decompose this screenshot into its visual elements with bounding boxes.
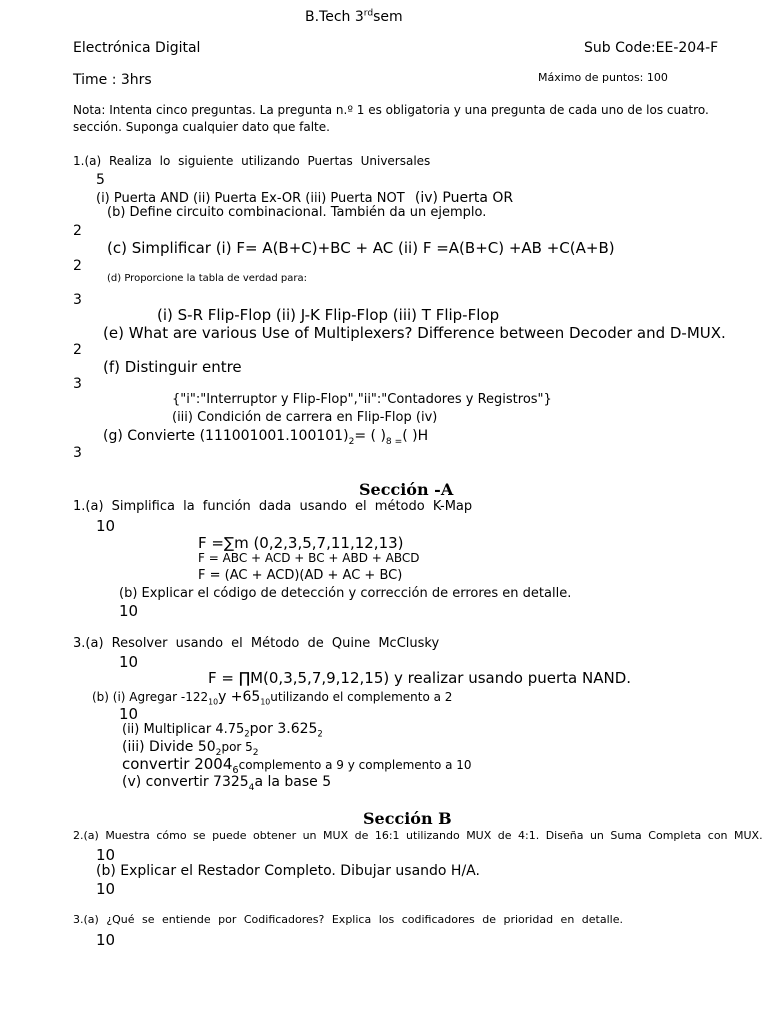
q1e-marks: 2 xyxy=(73,342,82,358)
q1b-marks: 2 xyxy=(73,223,82,239)
q1d-marks: 3 xyxy=(73,292,82,308)
q1c-text: (c) Simplificar (i) F= A(B+C)+BC + AC (ii) F =A(B+C) +AB +C(A+B) xyxy=(107,239,615,257)
q1d-text: (d) Proporcione la tabla de verdad para: xyxy=(107,273,307,284)
q1g-text: (g) Convierte $(111001001.100101)_2=$ ( )$_{8 =}$( )H xyxy=(103,428,429,447)
exam-time: Time : 3hrs xyxy=(73,72,152,88)
q1f-items: {"i":"Interruptor y Flip-Flop","ii":"Contadores y Registros"} xyxy=(172,392,552,407)
sa-q3b-iv: convertir $2004_6complemento$ a 9 y complemento a 10 xyxy=(122,755,472,776)
sb-q2b-marks: 10 xyxy=(96,880,116,898)
q1f-items-2: (iii) Condición de carrera en Flip-Flop (iv) xyxy=(172,410,438,425)
sa-q1a-text: 1.(a) Simplifica la función dada usando el método K-Map xyxy=(73,499,473,514)
q1f-marks: 3 xyxy=(73,376,82,392)
sa-q1a-marks: 10 xyxy=(96,517,116,535)
formula-sum-minterms: F =∑m (0,2,3,5,7,11,12,13) xyxy=(198,534,404,552)
sa-q3b-v: (v) convertir $7325_4a$ la base 5 xyxy=(122,774,332,793)
formula-sop: F = ABC + ACD + BC + ABD + ABCD xyxy=(198,551,420,565)
section-a-title: Sección -A xyxy=(359,480,454,499)
q1b-text: (b) Define circuito combinacional. También da un ejemplo. xyxy=(107,205,487,220)
sa-q3b-iii: (iii) Divide $50_2por$ $5_2$ xyxy=(122,739,259,758)
sb-q2a-marks: 10 xyxy=(96,846,116,864)
q1e-text: (e) What are various Use of Multiplexers? Difference between Decoder and D-MUX. xyxy=(103,324,726,342)
q1d-items: (i) S-R Flip-Flop (ii) J-K Flip-Flop (iii) T Flip-Flop xyxy=(157,306,500,324)
q1a-marks: 5 xyxy=(96,172,105,188)
sa-q3a-text: 3.(a) Resolver usando el Método de Quine McClusky xyxy=(73,636,440,651)
q1g-marks: 3 xyxy=(73,445,82,461)
formula-product-maxterms: F = ∏M(0,3,5,7,9,12,15) y realizar usando puerta NAND. xyxy=(208,669,632,687)
q1a-text: 1.(a) Realiza lo siguiente utilizando Puertas Universales xyxy=(73,154,431,168)
sa-q3b-i: (b) (i) Agregar $-122_{10}y$ $+65_{10}utilizando$ el complemento a 2 xyxy=(92,689,453,707)
exam-note: Nota: Intenta cinco preguntas. La pregunta n.º 1 es obligatoria y una pregunta de cada uno de los cuatro. xyxy=(73,103,709,117)
sb-q3a-text: 3.(a) ¿Qué se entiende por Codificadores? Explica los codificadores de prioridad en detalle. xyxy=(73,913,623,926)
sb-q2a-text: 2.(a) Muestra cómo se puede obtener un MUX de 16:1 utilizando MUX de 4:1. Diseña un Suma Completa con MUX. xyxy=(73,829,763,842)
sb-q3a-marks: 10 xyxy=(96,931,116,949)
q1c-marks: 2 xyxy=(73,258,82,274)
section-b-title: Sección B xyxy=(363,809,452,828)
sa-q1b-text: (b) Explicar el código de detección y corrección de errores en detalle. xyxy=(119,586,572,601)
q1a-items: (i) Puerta AND (ii) Puerta Ex-OR (iii) Puerta NOT (iv) Puerta OR xyxy=(96,190,514,206)
exam-note-cont: sección. Suponga cualquier dato que falte. xyxy=(73,120,330,134)
formula-pos: F = (AC + ACD)(AD + AC + BC) xyxy=(198,568,403,583)
sb-q2b-text: (b) Explicar el Restador Completo. Dibujar usando H/A. xyxy=(96,863,480,879)
sa-q3a-marks: 10 xyxy=(119,653,139,671)
sub-code: Sub Code:EE-204-F xyxy=(584,40,719,56)
sa-q3b-marks: 10 xyxy=(119,705,139,723)
sa-q3b-ii: (ii) Multiplicar $4.75_2por$ $3.625_2$ xyxy=(122,721,323,739)
course-title: B.Tech 3rdsem xyxy=(305,8,403,25)
subject-title: Electrónica Digital xyxy=(73,40,201,56)
max-marks: Máximo de puntos: 100 xyxy=(538,71,668,84)
sa-q1b-marks: 10 xyxy=(119,602,139,620)
q1f-text: (f) Distinguir entre xyxy=(103,358,242,376)
